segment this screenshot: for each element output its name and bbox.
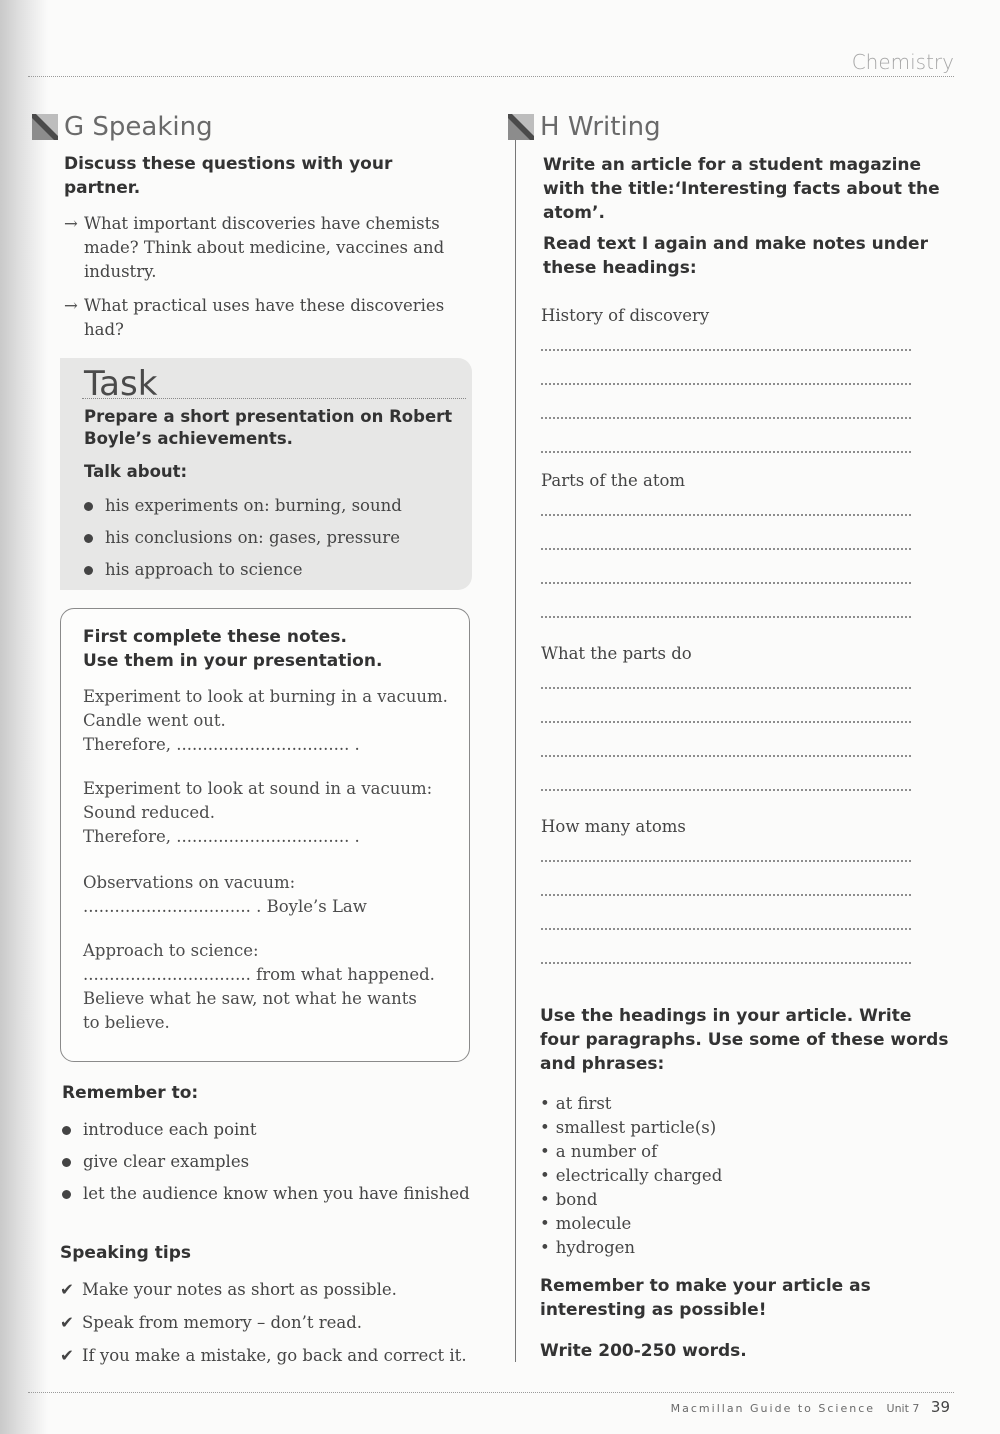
subject-header: Chemistry [851, 50, 954, 74]
task-divider [82, 398, 466, 399]
checkmark-icon: ✔ [60, 1280, 74, 1299]
note-line[interactable] [541, 534, 911, 550]
writing-notes-instruction: Read text I again and make notes under these headings: [543, 234, 928, 278]
heading-label: Parts of the atom [541, 471, 686, 490]
page-number: 39 [930, 1398, 950, 1416]
word-item: • at first [540, 1094, 612, 1113]
tip-item: ✔ If you make a mistake, go back and correct it. [60, 1344, 490, 1368]
note-line[interactable] [541, 500, 911, 516]
remember-item: let the audience know when you have finished [62, 1182, 482, 1206]
tip-item: ✔ Make your notes as short as possible. [60, 1278, 490, 1302]
tip-item: ✔ Speak from memory – don’t read. [60, 1311, 490, 1335]
bullet-icon [62, 1158, 71, 1167]
word-item: • smallest particle(s) [540, 1118, 717, 1137]
word-item: • a number of [540, 1142, 658, 1161]
use-headings-instruction: Use the headings in your article. Write four paragraphs. Use some of these words and phrases: [540, 1006, 949, 1074]
task-bullet: his conclusions on: gases, pressure [84, 526, 464, 550]
notes-block-approach[interactable]: Approach to science: ................................ from what happened. Believe what he saw, not what he wants to believe. [83, 941, 435, 1032]
note-line[interactable] [541, 673, 911, 689]
notes-box [60, 608, 470, 1062]
speaking-title: G Speaking [64, 112, 213, 142]
heading-block-parts [541, 471, 921, 636]
task-box [60, 358, 472, 590]
remember-list [62, 1118, 482, 1214]
bullet-icon [62, 1190, 71, 1199]
speaking-tips-list [60, 1278, 490, 1377]
task-talk-about: Talk about: [84, 462, 188, 481]
heading-label: How many atoms [541, 817, 686, 836]
word-item: • electrically charged [540, 1166, 723, 1185]
word-item: • bond [540, 1190, 598, 1209]
footer-book-title: Macmillan Guide to Science [670, 1402, 876, 1415]
page-spine-shadow [0, 0, 48, 1434]
writing-instruction: Write an article for a student magazine with the title:‘Interesting facts about the atom’. [543, 155, 940, 223]
bullet-icon [84, 502, 93, 511]
note-line[interactable] [541, 846, 911, 862]
note-line[interactable] [541, 914, 911, 930]
bullet-icon [84, 566, 93, 575]
note-line[interactable] [541, 707, 911, 723]
word-item: • molecule [540, 1214, 632, 1233]
task-bullet: his approach to science [84, 558, 464, 582]
note-line[interactable] [541, 403, 911, 419]
task-bullets [84, 494, 464, 590]
note-line[interactable] [541, 880, 911, 896]
arrow-icon: → [64, 214, 78, 233]
speaking-section-header [32, 112, 213, 142]
task-instruction: Prepare a short presentation on Robert Boyle’s achievements. [84, 407, 453, 448]
section-icon [32, 114, 58, 140]
writing-word-count: Write 200-250 words. [540, 1341, 747, 1361]
bullet-icon [62, 1126, 71, 1135]
note-line[interactable] [541, 602, 911, 618]
writing-remember: Remember to make your article as interesting as possible! [540, 1276, 871, 1320]
footer-unit: Unit 7 [886, 1402, 920, 1415]
note-line[interactable] [541, 741, 911, 757]
question-item: → What important discoveries have chemists made? Think about medicine, vaccines and industry. [64, 212, 474, 284]
note-line[interactable] [541, 775, 911, 791]
heading-block-parts-do [541, 644, 921, 809]
task-bullet: his experiments on: burning, sound [84, 494, 464, 518]
remember-heading: Remember to: [62, 1083, 199, 1103]
note-line[interactable] [541, 369, 911, 385]
checkmark-icon: ✔ [60, 1346, 74, 1365]
heading-label: History of discovery [541, 306, 710, 325]
word-item: • hydrogen [540, 1238, 636, 1257]
notes-block-burning[interactable]: Experiment to look at burning in a vacuum. Candle went out. Therefore, ................................. . [83, 687, 448, 754]
checkmark-icon: ✔ [60, 1313, 74, 1332]
question-item: → What practical uses have these discoveries had? [64, 294, 474, 342]
writing-column-line [515, 140, 516, 1362]
heading-label: What the parts do [541, 644, 692, 663]
note-line[interactable] [541, 335, 911, 351]
arrow-icon: → [64, 296, 78, 315]
note-line[interactable] [541, 437, 911, 453]
writing-title: H Writing [540, 112, 661, 142]
speaking-questions [64, 212, 474, 352]
word-list [540, 1092, 840, 1260]
bullet-icon [84, 534, 93, 543]
remember-item: introduce each point [62, 1118, 482, 1142]
remember-item: give clear examples [62, 1150, 482, 1174]
writing-section-header [508, 112, 661, 142]
speaking-tips-heading: Speaking tips [60, 1243, 191, 1263]
task-title: Task [84, 364, 158, 404]
notes-block-vacuum[interactable]: Observations on vacuum: ................................ . Boyle’s Law [83, 873, 367, 916]
bottom-divider [28, 1392, 954, 1393]
notes-heading: First complete these notes. Use them in your presentation. [83, 627, 383, 671]
notes-block-sound[interactable]: Experiment to look at sound in a vacuum: Sound reduced. Therefore, ................................. . [83, 779, 433, 846]
page-footer [671, 1398, 950, 1416]
note-line[interactable] [541, 948, 911, 964]
section-icon [508, 114, 534, 140]
note-line[interactable] [541, 568, 911, 584]
speaking-intro: Discuss these questions with your partner. [64, 154, 393, 198]
heading-block-history [541, 306, 921, 471]
top-divider [28, 76, 954, 77]
heading-block-atoms [541, 817, 921, 982]
